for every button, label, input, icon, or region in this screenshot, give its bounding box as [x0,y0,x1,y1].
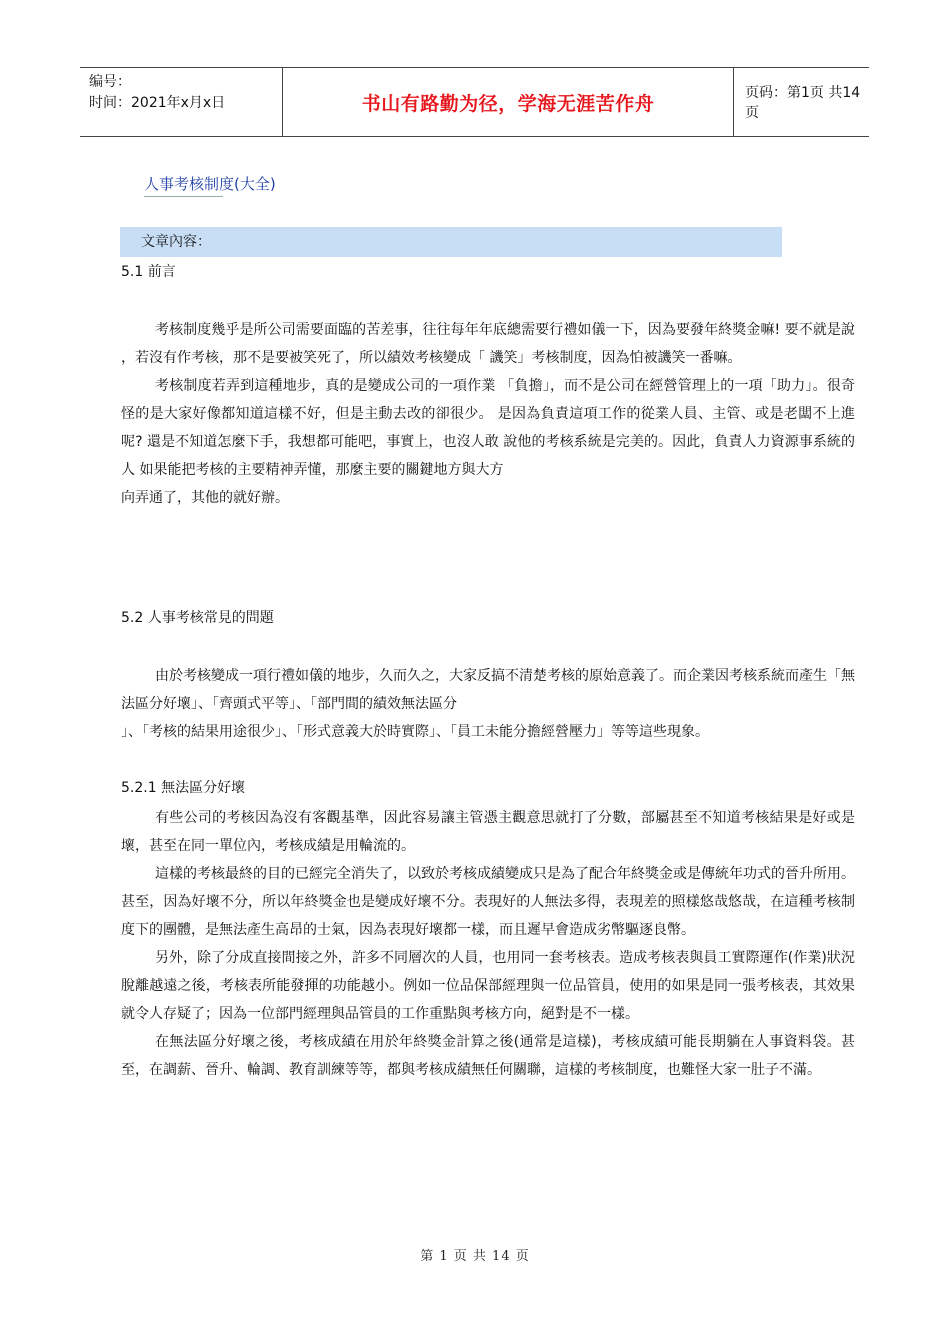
paragraph: 由於考核變成一項行禮如儀的地步，久而久之，大家反搞不清楚考核的原始意義了。而企業因考核系統而產生「無法區分好壞」、「齊頭式平等」、「部門間的績效無法區分 [121,668,855,712]
number-label: 编号： [89,74,131,90]
header-meta [80,68,282,136]
paragraph: 有些公司的考核因為沒有客觀基準，因此容易讓主管憑主觀意思就打了分數，部屬甚至不知道考核結果是好或是壞，甚至在同一單位內，考核成績是用輪流的。 [121,810,855,854]
section-5-2-1-body [121,804,855,1084]
title-underline [144,196,223,197]
paragraph: 」、「考核的結果用途很少」、「形式意義大於時實際」、「員工未能分擔經營壓力」等等這些現象。 [121,724,709,740]
paragraph: 考核制度若弄到這種地步，真的是變成公司的一項作業 「負擔」，而不是公司在經營管理上的一項「助力」。很奇 怪的是大家好像都知道這樣不好，但是主動去改的卻很少。 是因為負責這項工作的從業人員、主管、或是老闆不上進呢? 還是不知道怎麼下手，我想都可能吧，事實上，也沒人敢 說他的考核系統是完美的。因此，負責人力資源事系統的人 如果能把考核的主要精神弄懂，那麼主要的關鍵地方與大方 [121,378,855,478]
document-title-text: 人事考核制度(大全) [144,175,276,193]
paragraph: 向弄通了，其他的就好辦。 [121,490,289,506]
time-label: 时间：2021年x月x日 [89,95,226,111]
page-header [80,67,869,137]
section-5-2-heading: 5.2 人事考核常見的問題 [121,610,274,626]
paragraph: 這樣的考核最終的目的已經完全消失了，以致於考核成績變成只是為了配合年終獎金或是傳統年功式的晉升所用。甚至，因為好壞不分，所以年終獎金也是變成好壞不分。表現好的人無法多得，表現差的照樣悠哉悠哉，在這種考核制度下的團體，是無法產生高昂的士氣，因為表現好壞都一樣，而且遲早會造成劣幣驅逐良幣。 [121,866,855,938]
paragraph: 另外，除了分成直接間接之外，許多不同層次的人員，也用同一套考核表。造成考核表與員工實際運作(作業)狀況脫離越遠之後，考核表所能發揮的功能越小。例如一位品保部經理與一位品管員，使用的如果是同一張考核表，其效果就令人存疑了；因為一位部門經理與品管員的工作重點與考核方向，絕對是不一樣。 [121,950,855,1022]
document-title [144,173,276,194]
section-5-2-body [121,662,855,746]
paragraph: 在無法區分好壞之後，考核成績在用於年終獎金計算之後(通常是這樣)，考核成績可能長期躺在人事資料袋。甚至，在調薪、晉升、輪調、教育訓練等等，都與考核成績無任何關聯，這樣的考核制度，也難怪大家一肚子不滿。 [121,1034,855,1078]
header-motto: 书山有路勤为径，学海无涯苦作舟 [282,68,734,136]
section-5-2-1-heading: 5.2.1 無法區分好壞 [121,780,246,796]
paragraph: 考核制度幾乎是所公司需要面臨的苦差事，往往每年年底總需要行禮如儀一下，因為要發年終獎金嘛! 要不就是說 ，若沒有作考核，那不是要被笑死了，所以績效考核變成「 譏笑」考核制度，因為怕被譏笑一番嘛。 [121,322,855,366]
section-5-1-heading: 5.1 前言 [121,264,176,280]
page-footer: 第 1 页 共 14 页 [420,1249,530,1264]
content-label-bar: 文章內容： [120,227,782,257]
header-page-info: 页码：第1页 共14页 [745,85,861,121]
section-5-1-body [121,316,855,512]
